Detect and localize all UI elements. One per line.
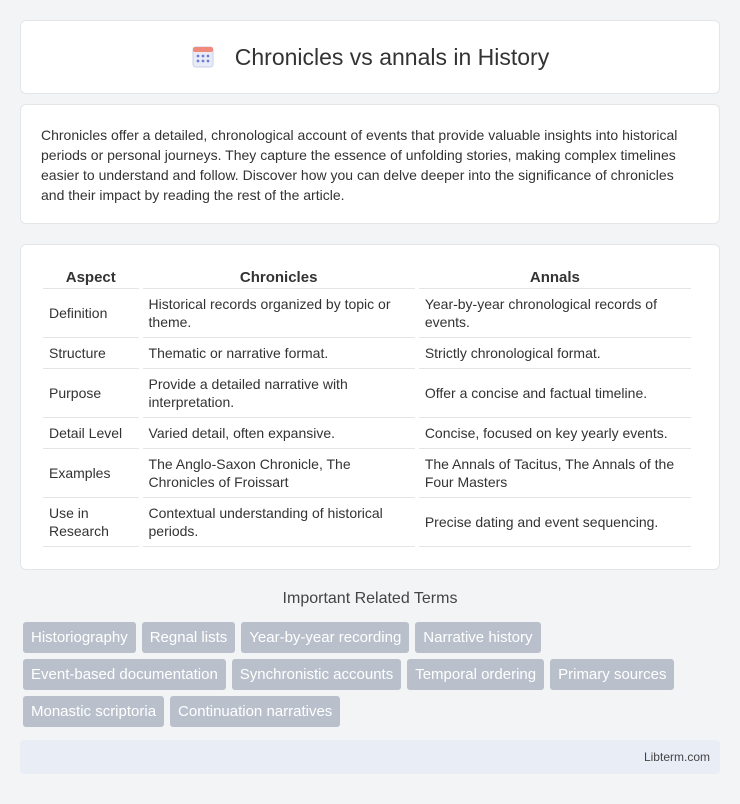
tag-primary-sources[interactable]: Primary sources <box>550 659 674 690</box>
cell-chronicles: Varied detail, often expansive. <box>143 418 415 449</box>
footer <box>20 740 720 774</box>
tag-narrative-history[interactable]: Narrative history <box>415 622 540 653</box>
footer-site-link[interactable]: Libterm.com <box>643 750 710 764</box>
tag-year-by-year-recording[interactable]: Year-by-year recording <box>241 622 409 653</box>
cell-aspect: Definition <box>43 289 139 338</box>
cell-annals: Concise, focused on key yearly events. <box>419 418 691 449</box>
cell-aspect: Use in Research <box>43 498 139 547</box>
comparison-table-card <box>20 244 720 570</box>
related-terms-title: Important Related Terms <box>282 590 458 607</box>
page-title: Chronicles vs annals in History <box>234 43 550 70</box>
cell-chronicles: Provide a detailed narrative with interpretation. <box>143 369 415 418</box>
header-annals: Annals <box>419 265 691 289</box>
cell-aspect: Structure <box>43 338 139 369</box>
intro-card <box>20 104 720 224</box>
header-chronicles: Chronicles <box>143 265 415 289</box>
tag-event-based-documentation[interactable]: Event-based documentation <box>23 659 226 690</box>
header-aspect: Aspect <box>43 265 139 289</box>
related-terms-tags <box>23 622 723 733</box>
cell-chronicles: The Anglo-Saxon Chronicle, The Chronicles of Froissart <box>143 449 415 498</box>
table-row <box>43 338 691 369</box>
table-row <box>43 369 691 418</box>
cell-aspect: Examples <box>43 449 139 498</box>
cell-annals: The Annals of Tacitus, The Annals of the Four Masters <box>419 449 691 498</box>
comparison-table <box>39 265 695 547</box>
tag-monastic-scriptoria[interactable]: Monastic scriptoria <box>23 696 164 727</box>
table-row <box>43 289 691 338</box>
document-grid-icon <box>191 45 215 69</box>
tag-synchronistic-accounts[interactable]: Synchronistic accounts <box>232 659 401 690</box>
cell-chronicles: Historical records organized by topic or theme. <box>143 289 415 338</box>
tag-continuation-narratives[interactable]: Continuation narratives <box>170 696 340 727</box>
cell-annals: Year-by-year chronological records of events. <box>419 289 691 338</box>
cell-annals: Offer a concise and factual timeline. <box>419 369 691 418</box>
header-card <box>20 20 720 94</box>
intro-paragraph: Chronicles offer a detailed, chronological account of events that provide valuable insights into historical periods or personal journeys. They capture the essence of unfolding stories, making complex timelines easier to understand and follow. Discover how you can delve deeper into the significance of chronicles and their impact by reading the rest of the article. <box>41 127 678 203</box>
cell-annals: Strictly chronological format. <box>419 338 691 369</box>
tag-temporal-ordering[interactable]: Temporal ordering <box>407 659 544 690</box>
cell-chronicles: Contextual understanding of historical periods. <box>143 498 415 547</box>
tag-regnal-lists[interactable]: Regnal lists <box>142 622 236 653</box>
cell-aspect: Purpose <box>43 369 139 418</box>
table-row <box>43 449 691 498</box>
table-row <box>43 418 691 449</box>
cell-annals: Precise dating and event sequencing. <box>419 498 691 547</box>
table-header-row <box>43 265 691 289</box>
table-row <box>43 498 691 547</box>
cell-aspect: Detail Level <box>43 418 139 449</box>
cell-chronicles: Thematic or narrative format. <box>143 338 415 369</box>
tag-historiography[interactable]: Historiography <box>23 622 136 653</box>
